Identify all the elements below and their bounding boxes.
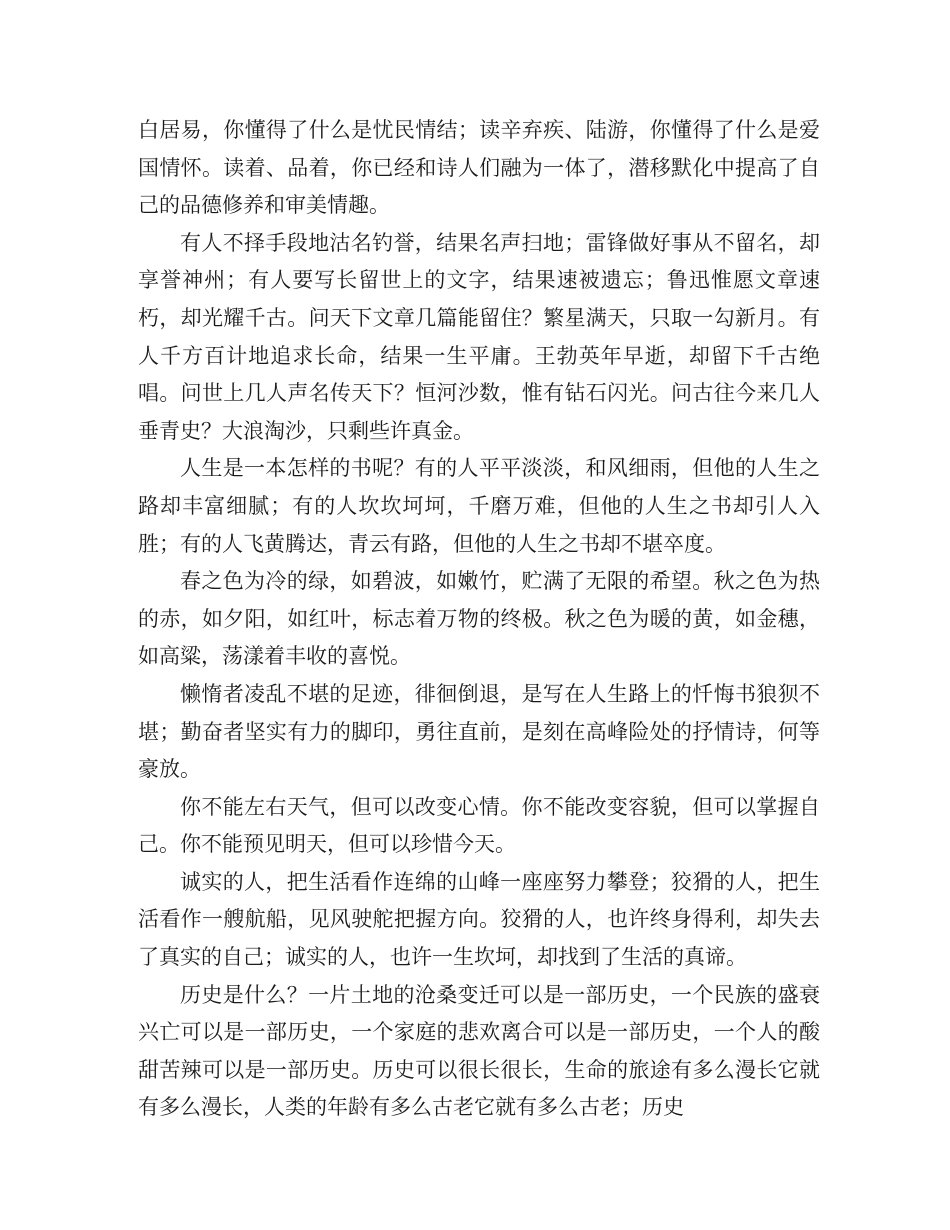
paragraph-honesty: 诚实的人，把生活看作连绵的山峰一座座努力攀登；狡猾的人，把生活看作一艘航船，见风驶舵把握方向。狡猾的人，也许终身得利，却失去了真实的自己；诚实的人，也许一生坎坷，却找到了生活的真谛。 [138,869,820,970]
paragraph-seasons: 春之色为冷的绿，如碧波，如嫩竹，贮满了无限的希望。秋之色为热的赤，如夕阳，如红叶，标志着万物的终极。秋之色为暖的黄，如金穗，如高粱，荡漾着丰收的喜悦。 [138,569,820,669]
paragraph-history: 历史是什么？一片土地的沧桑变迁可以是一部历史，一个民族的盛衰兴亡可以是一部历史，一个家庭的悲欢离合可以是一部历史，一个人的酸甜苦辣可以是一部历史。历史可以很长很长，生命的旅途有多么漫长它就有多么漫长，人类的年龄有多么古老它就有多么古老；历史 [138,982,820,1120]
document-page [138,112,820,1127]
paragraph-fame: 有人不择手段地沽名钓誉，结果名声扫地；雷锋做好事从不留名，却享誉神州；有人要写长留世上的文字，结果速被遗忘；鲁迅惟愿文章速朽，却光耀千古。问天下文章几篇能留住？繁星满天，只取一勾新月。有人千方百计地追求长命，结果一生平庸。王勃英年早逝，却留下千古绝唱。问世上几人声名传天下？恒河沙数，惟有钻石闪光。问古往今来几人垂青史？大浪淘沙，只剩些许真金。 [138,230,820,443]
paragraph-continued: 白居易，你懂得了什么是忧民情结；读辛弃疾、陆游，你懂得了什么是爱国情怀。读着、品着，你已经和诗人们融为一体了，潜移默化中提高了自己的品德修养和审美情趣。 [138,118,820,218]
paragraph-diligence: 懒惰者凌乱不堪的足迹，徘徊倒退，是写在人生路上的忏悔书狼狈不堪；勤奋者坚实有力的脚印，勇往直前，是刻在高峰险处的抒情诗，何等豪放。 [138,681,820,782]
paragraph-attitude: 你不能左右天气，但可以改变心情。你不能改变容貌，但可以掌握自己。你不能预见明天，但可以珍惜今天。 [138,794,820,857]
paragraph-life-book: 人生是一本怎样的书呢？有的人平平淡淡，和风细雨，但他的人生之路却丰富细腻；有的人坎坎坷坷，千磨万难，但他的人生之书却引人入胜；有的人飞黄腾达，青云有路，但他的人生之书却不堪卒度。 [138,456,820,556]
